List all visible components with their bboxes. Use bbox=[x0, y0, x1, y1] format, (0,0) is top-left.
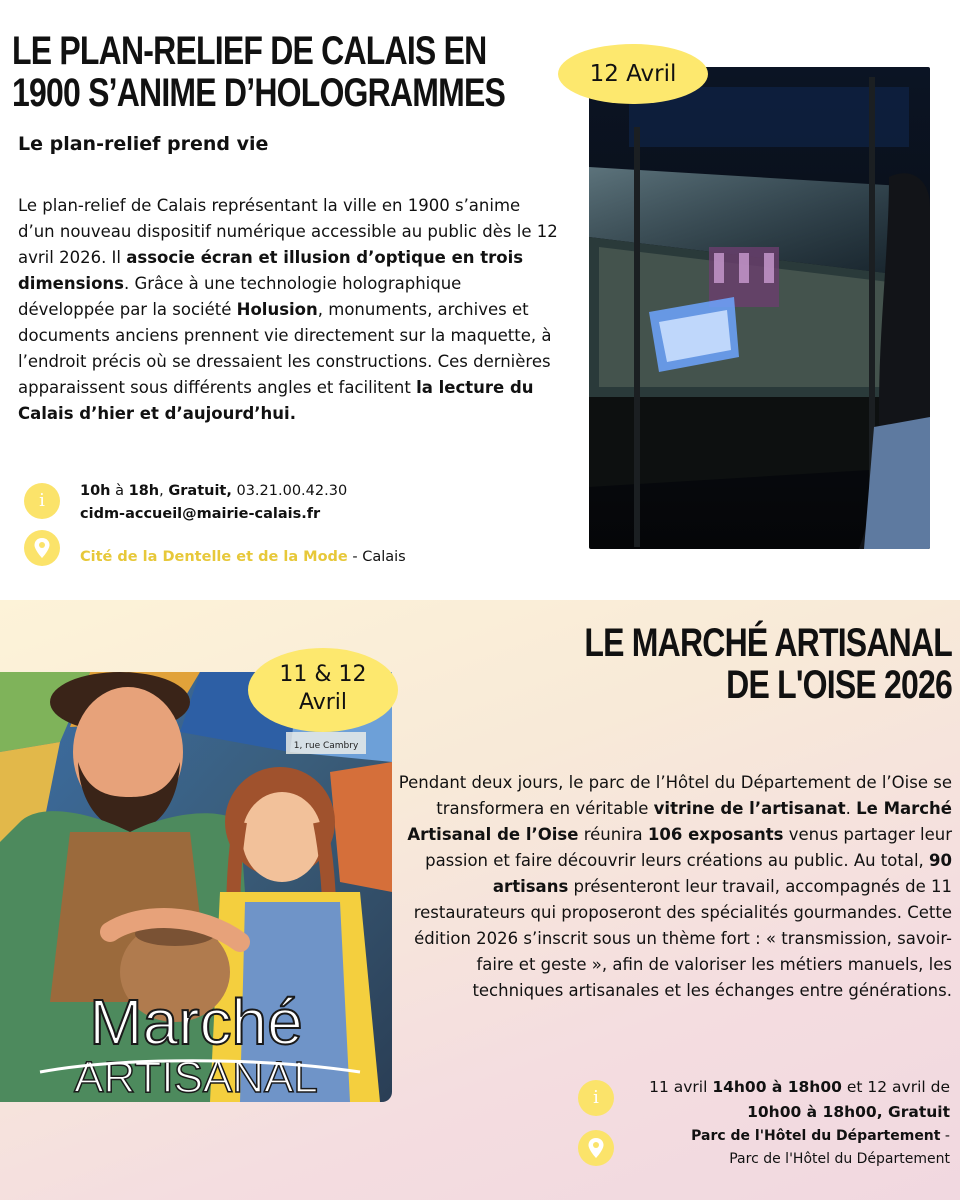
marche-artisanal-poster bbox=[0, 672, 392, 1102]
poster-title-top: Marché bbox=[89, 986, 303, 1058]
date-badge: 12 Avril bbox=[558, 44, 708, 104]
poster-address: 1, rue Cambry bbox=[293, 741, 359, 751]
event-location: Parc de l'Hôtel du Département - Parc de l'Hôtel du Département bbox=[691, 1128, 950, 1167]
event-title: LE MARCHÉ ARTISANAL DE L'OISE 2026 bbox=[584, 621, 952, 707]
event-location: Cité de la Dentelle et de la Mode - Calais bbox=[80, 549, 406, 565]
info-icon: i bbox=[24, 483, 60, 519]
event-subtitle: Le plan-relief prend vie bbox=[18, 133, 269, 155]
info-icon: i bbox=[578, 1080, 614, 1116]
event-info: 11 avril 14h00 à 18h00 et 12 avril de 10h00 à 18h00, Gratuit bbox=[649, 1078, 950, 1121]
event-description: Le plan-relief de Calais représentant la ville en 1900 s’anime d’un nouveau dispositif numérique accessible au public dès le 12 avril 2026. Il associe écran et illusion d’optique en trois dimensions. Grâce à une technologie holographique développée par la société Holusion, monuments, archives et documents anciens prennent vie directement sur la maquette, à l’endroit précis où se dressaient les constructions. Ces dernières apparaissent sous différents angles et facilitent la lecture du Calais d’hier et d’aujourd’hui. bbox=[18, 196, 558, 423]
event-info: 10h à 18h, Gratuit, 03.21.00.42.30 cidm-accueil@mairie-calais.fr bbox=[80, 483, 348, 522]
location-pin-icon bbox=[578, 1130, 614, 1166]
location-pin-icon bbox=[24, 530, 60, 566]
date-badge: 11 & 12 Avril bbox=[248, 648, 398, 732]
poster-title-bottom: ARTISANAL bbox=[74, 1053, 318, 1102]
plan-relief-photo bbox=[589, 67, 930, 549]
email-link[interactable]: cidm-accueil@mairie-calais.fr bbox=[80, 506, 321, 522]
event-title: LE PLAN-RELIEF DE CALAIS EN 1900 S’ANIME D’HOLOGRAMMES bbox=[12, 29, 506, 115]
event-description: Pendant deux jours, le parc de l’Hôtel du Département de l’Oise se transformera en véritable vitrine de l’artisanat. Le Marché Artisanal de l’Oise réunira 106 exposants venus partager leur passion et faire découvrir leurs créations au public. Au total, 90 artisans présenteront leur travail, accompagnés de 11 restaurateurs qui proposeront des spécialités gourmandes. Cette édition 2026 s’inscrit sous un thème fort : « transmission, savoir-faire et geste », afin de valoriser les métiers manuels, les techniques artisanales et les échanges entre générations. bbox=[398, 773, 952, 1000]
